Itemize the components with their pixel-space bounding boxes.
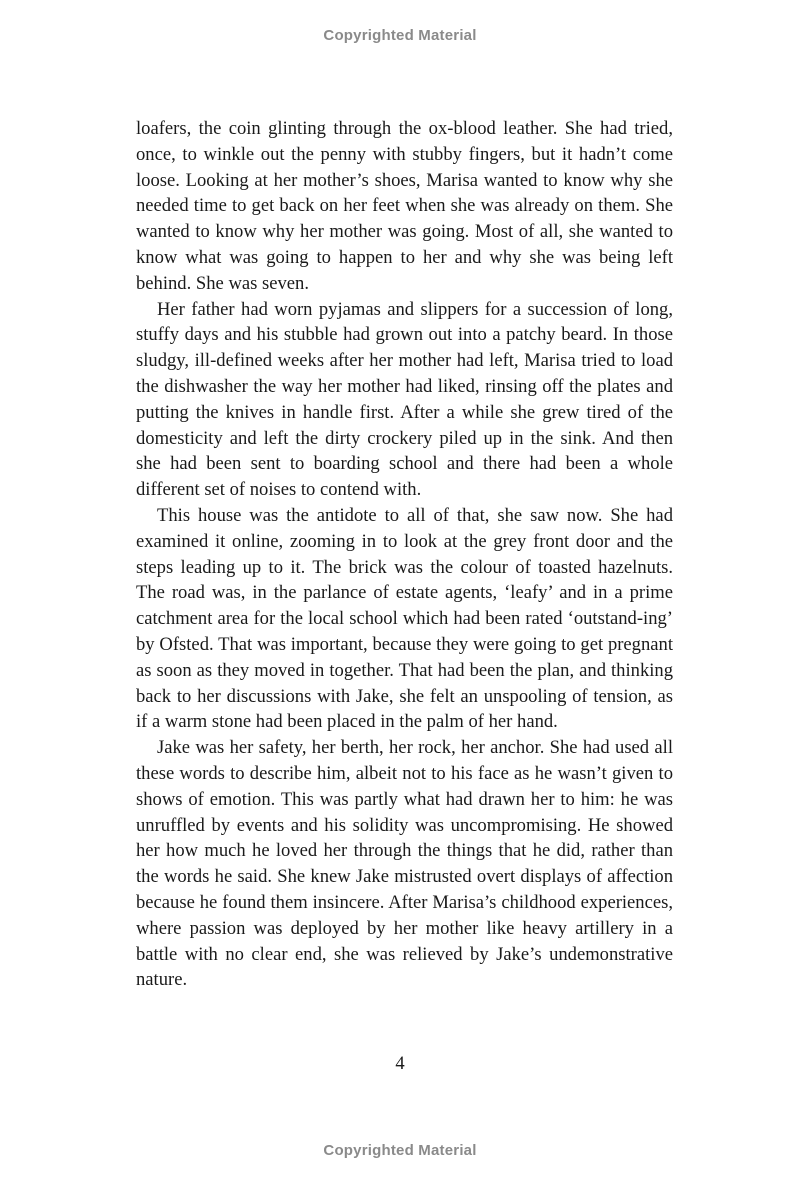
paragraph-3: This house was the antidote to all of that, she saw now. She had examined it online, zooming in to look at the grey front door and the steps leading up to it. The brick was the colour of toasted hazelnuts. The road was, in the parlance of estate agents, ‘leafy’ and in a prime catchment area for the local school which had been rated ‘outstand-ing’ by Ofsted. That was important, because they were going to get pregnant as soon as they moved in together. That had been the plan, and thinking back to her discussions with Jake, she felt an unspooling of tension, as if a warm stone had been placed in the palm of her hand. xyxy=(136,504,673,733)
page-number: 4 xyxy=(395,1053,405,1074)
copyright-watermark-bottom: Copyrighted Material xyxy=(323,1142,477,1159)
page-body xyxy=(136,116,673,993)
paragraph-4: Jake was her safety, her berth, her rock, her anchor. She had used all these words to describe him, albeit not to his face as he wasn’t given to shows of emotion. This was partly what had drawn her to him: he was unruffled by events and his solidity was uncompromising. He showed her how much he loved her through the things that he did, rather than the words he said. She knew Jake mistrusted overt displays of affection because he found them insincere. After Marisa’s childhood experiences, where passion was deployed by her mother like heavy artillery in a battle with no clear end, she was relieved by Jake’s undemonstrative nature. xyxy=(136,737,673,991)
paragraph-1: loafers, the coin glinting through the ox-blood leather. She had tried, once, to winkle out the penny with stubby fingers, but it hadn’t come loose. Looking at her mother’s shoes, Marisa wanted to know why she needed time to get back on her feet when she was already on them. She wanted to know why her mother was going. Most of all, she wanted to know what was going to happen to her and why she was being left behind. She was seven. xyxy=(136,118,673,294)
paragraph-2: Her father had worn pyjamas and slippers for a succession of long, stuffy days and his stubble had grown out into a patchy beard. In those sludgy, ill-defined weeks after her mother had left, Marisa tried to load the dishwasher the way her mother had liked, rinsing off the plates and putting the knives in handle first. After a while she grew tired of the domesticity and left the dirty crockery piled up in the sink. And then she had been sent to boarding school and there had been a whole different set of noises to contend with. xyxy=(136,298,673,501)
copyright-watermark-top: Copyrighted Material xyxy=(323,27,477,44)
